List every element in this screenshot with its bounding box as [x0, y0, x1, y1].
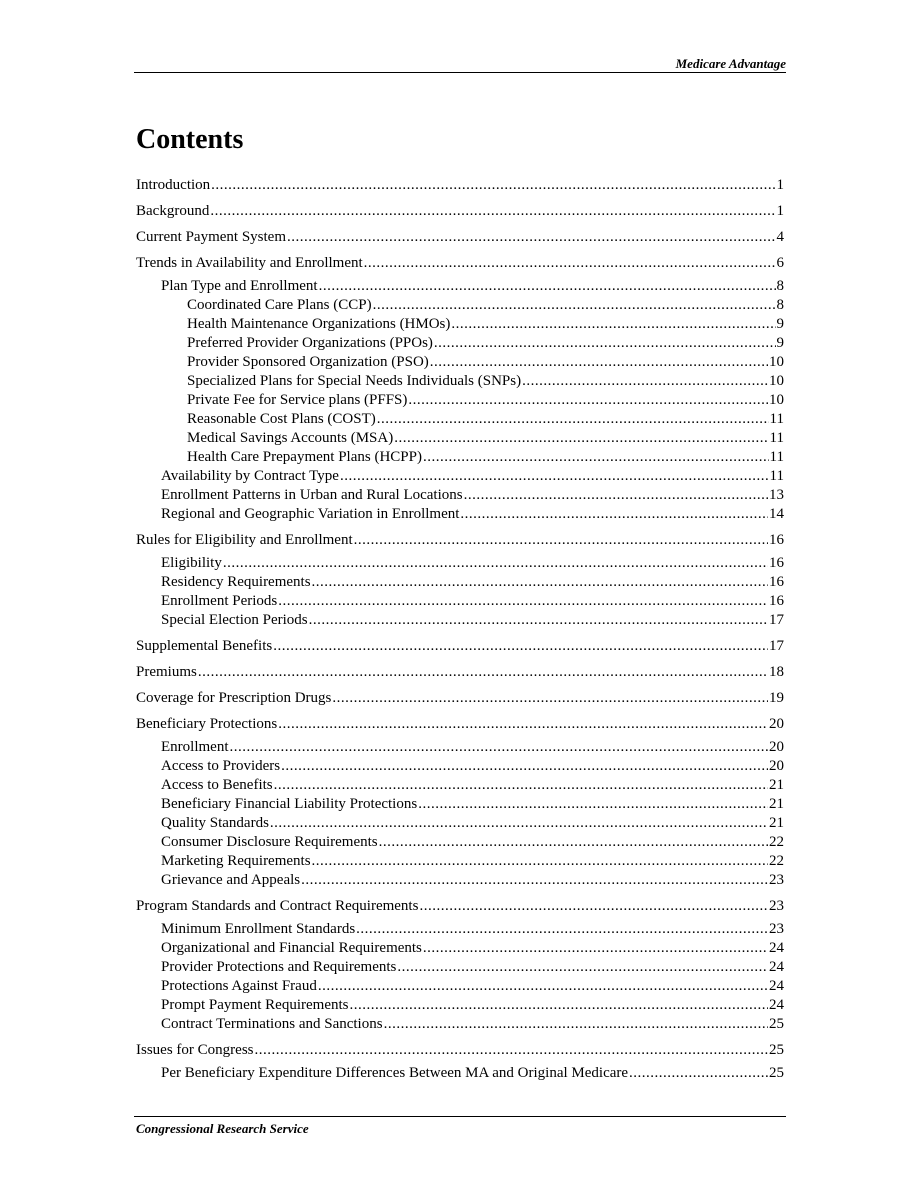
- toc-dot-leader: [349, 996, 768, 1015]
- toc-entry-label: Per Beneficiary Expenditure Differences Between MA and Original Medicare: [161, 1065, 629, 1081]
- toc-entry-label: Access to Providers: [161, 758, 281, 774]
- toc-entry[interactable]: [136, 1015, 784, 1034]
- toc-dot-leader: [270, 814, 768, 833]
- toc-entry-page: 4: [776, 229, 784, 245]
- toc-entry-label: Marketing Requirements: [161, 853, 311, 869]
- toc-dot-leader: [460, 505, 768, 524]
- toc-dot-leader: [354, 531, 768, 550]
- toc-entry[interactable]: [136, 554, 784, 573]
- toc-entry-label: Enrollment: [161, 739, 229, 755]
- toc-entry[interactable]: [136, 448, 784, 467]
- toc-entry-page: 19: [769, 690, 784, 706]
- toc-entry-label: Enrollment Periods: [161, 593, 278, 609]
- toc-entry-label: Grievance and Appeals: [161, 872, 301, 888]
- toc-dot-leader: [629, 1064, 768, 1083]
- toc-entry-page: 9: [776, 335, 784, 351]
- toc-entry-label: Organizational and Financial Requirements: [161, 940, 422, 956]
- toc-entry-page: 24: [769, 959, 784, 975]
- toc-entry[interactable]: [136, 715, 784, 734]
- toc-dot-leader: [312, 852, 768, 871]
- toc-dot-leader: [319, 277, 776, 296]
- toc-entry-page: 16: [769, 555, 784, 571]
- toc-entry[interactable]: [136, 689, 784, 708]
- toc-dot-leader: [210, 202, 775, 221]
- toc-dot-leader: [274, 776, 768, 795]
- toc-entry[interactable]: [136, 776, 784, 795]
- toc-entry-page: 10: [769, 392, 784, 408]
- toc-dot-leader: [394, 429, 768, 448]
- toc-entry[interactable]: [136, 410, 784, 429]
- toc-dot-leader: [418, 795, 768, 814]
- toc-entry[interactable]: [136, 505, 784, 524]
- toc-dot-leader: [309, 611, 768, 630]
- toc-entry-label: Minimum Enrollment Standards: [161, 921, 356, 937]
- toc-dot-leader: [301, 871, 768, 890]
- toc-entry-page: 9: [776, 316, 784, 332]
- toc-entry-page: 21: [769, 777, 784, 793]
- toc-entry-page: 22: [769, 834, 784, 850]
- running-header: Medicare Advantage: [675, 56, 786, 71]
- toc-entry-page: 22: [769, 853, 784, 869]
- toc-entry-label: Access to Benefits: [161, 777, 273, 793]
- toc-entry-page: 21: [769, 796, 784, 812]
- toc-entry-page: 10: [769, 373, 784, 389]
- toc-entry[interactable]: [136, 592, 784, 611]
- toc-dot-leader: [379, 833, 768, 852]
- toc-dot-leader: [423, 448, 769, 467]
- toc-entry[interactable]: [136, 663, 784, 682]
- toc-entry-page: 24: [769, 997, 784, 1013]
- toc-dot-leader: [419, 897, 768, 916]
- toc-dot-leader: [312, 573, 768, 592]
- toc-entry-label: Regional and Geographic Variation in Enrollment: [161, 506, 460, 522]
- toc-entry-page: 1: [776, 203, 784, 219]
- toc-dot-leader: [408, 391, 768, 410]
- toc-entry[interactable]: [136, 958, 784, 977]
- toc-entry-page: 11: [769, 449, 784, 465]
- toc-entry-label: Supplemental Benefits: [136, 638, 273, 654]
- toc-entry[interactable]: [136, 315, 784, 334]
- toc-entry[interactable]: [136, 611, 784, 630]
- toc-entry-label: Provider Protections and Requirements: [161, 959, 397, 975]
- toc-entry-page: 11: [769, 468, 784, 484]
- toc-entry-page: 10: [769, 354, 784, 370]
- toc-entry-label: Background: [136, 203, 210, 219]
- toc-entry[interactable]: [136, 637, 784, 656]
- toc-entry[interactable]: [136, 977, 784, 996]
- toc-entry-label: Provider Sponsored Organization (PSO): [187, 354, 429, 370]
- toc-entry[interactable]: [136, 1064, 784, 1083]
- toc-dot-leader: [198, 663, 768, 682]
- toc-entry[interactable]: [136, 531, 784, 550]
- table-of-contents: [136, 176, 784, 1083]
- toc-dot-leader: [423, 939, 768, 958]
- toc-entry[interactable]: [136, 738, 784, 757]
- toc-dot-leader: [397, 958, 768, 977]
- toc-entry[interactable]: [136, 573, 784, 592]
- toc-dot-leader: [332, 689, 768, 708]
- toc-dot-leader: [356, 920, 768, 939]
- toc-entry-page: 24: [769, 978, 784, 994]
- toc-entry-label: Program Standards and Contract Requirements: [136, 898, 419, 914]
- toc-dot-leader: [373, 296, 776, 315]
- toc-entry[interactable]: [136, 757, 784, 776]
- toc-entry-label: Reasonable Cost Plans (COST): [187, 411, 376, 427]
- toc-entry-page: 23: [769, 921, 784, 937]
- toc-entry[interactable]: [136, 939, 784, 958]
- toc-entry[interactable]: [136, 176, 784, 195]
- toc-entry[interactable]: [136, 391, 784, 410]
- toc-entry-label: Special Election Periods: [161, 612, 308, 628]
- toc-entry[interactable]: [136, 467, 784, 486]
- toc-entry[interactable]: [136, 202, 784, 221]
- toc-entry[interactable]: [136, 486, 784, 505]
- footer-rule: [134, 1116, 786, 1117]
- toc-entry-label: Prompt Payment Requirements: [161, 997, 349, 1013]
- toc-entry[interactable]: [136, 277, 784, 296]
- running-footer: Congressional Research Service: [136, 1121, 309, 1136]
- toc-entry[interactable]: [136, 996, 784, 1015]
- toc-entry-page: 24: [769, 940, 784, 956]
- toc-entry-page: 20: [769, 716, 784, 732]
- toc-entry-label: Eligibility: [161, 555, 222, 571]
- toc-dot-leader: [287, 228, 776, 247]
- toc-entry-label: Coordinated Care Plans (CCP): [187, 297, 372, 313]
- toc-entry-page: 16: [769, 574, 784, 590]
- toc-entry-page: 6: [776, 255, 784, 271]
- toc-entry-label: Beneficiary Protections: [136, 716, 278, 732]
- toc-entry-label: Consumer Disclosure Requirements: [161, 834, 378, 850]
- toc-entry[interactable]: [136, 429, 784, 448]
- toc-entry-label: Enrollment Patterns in Urban and Rural Locations: [161, 487, 463, 503]
- toc-entry-label: Availability by Contract Type: [161, 468, 339, 484]
- toc-entry-label: Residency Requirements: [161, 574, 311, 590]
- toc-entry-label: Protections Against Fraud: [161, 978, 317, 994]
- toc-entry-label: Rules for Eligibility and Enrollment: [136, 532, 353, 548]
- toc-entry[interactable]: [136, 334, 784, 353]
- toc-entry-label: Private Fee for Service plans (PFFS): [187, 392, 408, 408]
- toc-entry[interactable]: [136, 1041, 784, 1060]
- toc-entry-page: 18: [769, 664, 784, 680]
- toc-dot-leader: [318, 977, 768, 996]
- toc-entry[interactable]: [136, 871, 784, 890]
- toc-dot-leader: [522, 372, 768, 391]
- toc-entry[interactable]: [136, 296, 784, 315]
- toc-entry-page: 25: [769, 1016, 784, 1032]
- toc-entry-page: 11: [769, 411, 784, 427]
- toc-dot-leader: [281, 757, 768, 776]
- toc-entry-page: 17: [769, 612, 784, 628]
- toc-entry[interactable]: [136, 353, 784, 372]
- toc-entry-page: 13: [769, 487, 784, 503]
- toc-dot-leader: [377, 410, 769, 429]
- toc-entry-page: 17: [769, 638, 784, 654]
- toc-entry-label: Coverage for Prescription Drugs: [136, 690, 332, 706]
- toc-entry-page: 1: [776, 177, 784, 193]
- toc-entry-label: Introduction: [136, 177, 211, 193]
- toc-dot-leader: [434, 334, 776, 353]
- toc-entry-page: 23: [769, 898, 784, 914]
- toc-dot-leader: [451, 315, 775, 334]
- toc-entry-page: 14: [769, 506, 784, 522]
- toc-dot-leader: [223, 554, 768, 573]
- toc-dot-leader: [278, 592, 768, 611]
- toc-entry-page: 20: [769, 758, 784, 774]
- toc-dot-leader: [430, 353, 768, 372]
- toc-dot-leader: [230, 738, 769, 757]
- toc-entry-page: 25: [769, 1065, 784, 1081]
- toc-entry-page: 16: [769, 593, 784, 609]
- toc-entry-label: Health Maintenance Organizations (HMOs): [187, 316, 451, 332]
- toc-entry-label: Beneficiary Financial Liability Protections: [161, 796, 418, 812]
- toc-entry-page: 16: [769, 532, 784, 548]
- toc-entry-label: Trends in Availability and Enrollment: [136, 255, 363, 271]
- header-rule: [134, 72, 786, 73]
- toc-entry[interactable]: [136, 833, 784, 852]
- toc-entry-label: Current Payment System: [136, 229, 286, 245]
- toc-entry-label: Health Care Prepayment Plans (HCPP): [187, 449, 422, 465]
- toc-entry[interactable]: [136, 254, 784, 273]
- toc-entry[interactable]: [136, 372, 784, 391]
- toc-dot-leader: [384, 1015, 768, 1034]
- toc-entry-label: Preferred Provider Organizations (PPOs): [187, 335, 433, 351]
- toc-entry-label: Specialized Plans for Special Needs Individuals (SNPs): [187, 373, 522, 389]
- toc-entry-label: Issues for Congress: [136, 1042, 254, 1058]
- toc-entry-page: 23: [769, 872, 784, 888]
- toc-dot-leader: [464, 486, 768, 505]
- toc-entry-label: Premiums: [136, 664, 197, 680]
- toc-entry-page: 11: [769, 430, 784, 446]
- toc-entry[interactable]: [136, 814, 784, 833]
- toc-dot-leader: [278, 715, 768, 734]
- toc-entry[interactable]: [136, 795, 784, 814]
- toc-entry-page: 8: [776, 297, 784, 313]
- toc-entry[interactable]: [136, 852, 784, 871]
- toc-entry-page: 20: [769, 739, 784, 755]
- toc-entry-label: Contract Terminations and Sanctions: [161, 1016, 383, 1032]
- toc-dot-leader: [211, 176, 775, 195]
- toc-entry-label: Quality Standards: [161, 815, 269, 831]
- toc-entry[interactable]: [136, 228, 784, 247]
- toc-entry-page: 8: [776, 278, 784, 294]
- toc-dot-leader: [273, 637, 768, 656]
- toc-entry-page: 25: [769, 1042, 784, 1058]
- toc-entry-label: Medical Savings Accounts (MSA): [187, 430, 394, 446]
- toc-dot-leader: [364, 254, 776, 273]
- toc-dot-leader: [340, 467, 769, 486]
- page-title: Contents: [136, 124, 244, 155]
- toc-entry[interactable]: [136, 920, 784, 939]
- toc-entry[interactable]: [136, 897, 784, 916]
- toc-entry-page: 21: [769, 815, 784, 831]
- toc-entry-label: Plan Type and Enrollment: [161, 278, 318, 294]
- toc-dot-leader: [255, 1041, 769, 1060]
